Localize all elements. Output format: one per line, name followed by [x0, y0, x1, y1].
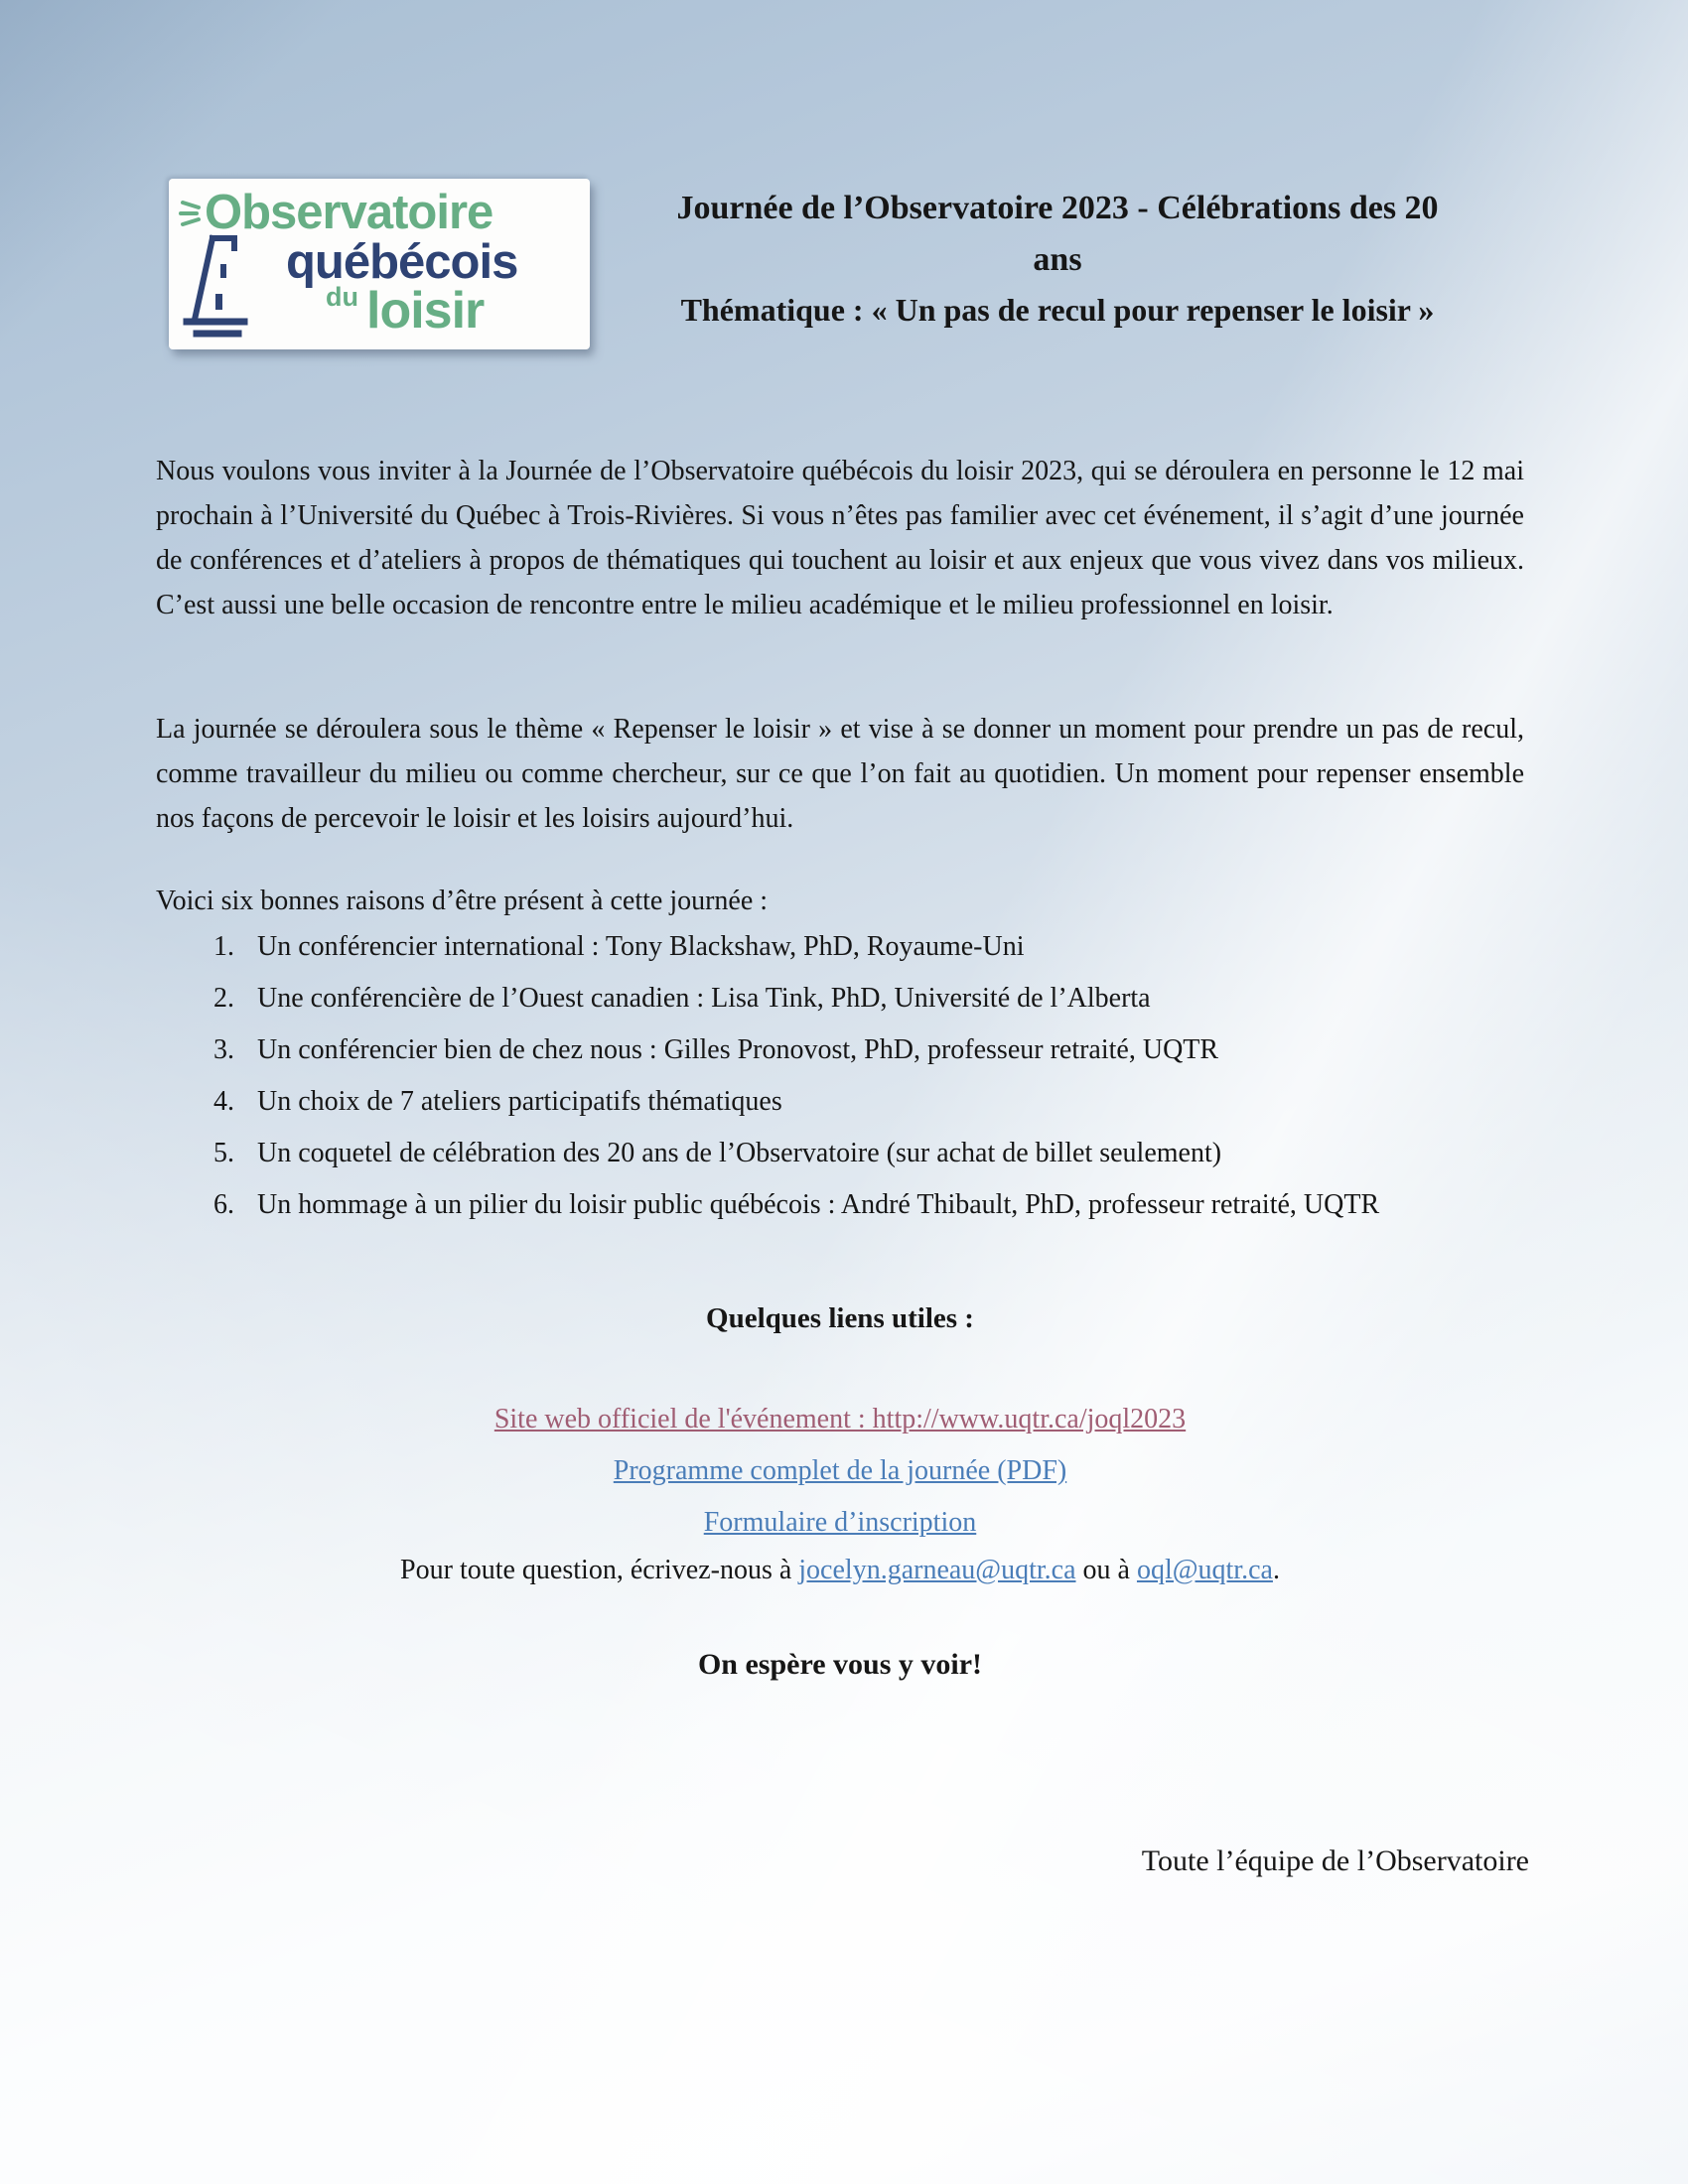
event-website-link[interactable]: Site web officiel de l'événement : http://www.uqtr.ca/joql2023 [493, 1404, 1187, 1434]
list-item: Un coquetel de célébration des 20 ans de l’Observatoire (sur achat de billet seulement) [257, 1138, 1222, 1168]
contact-line [156, 1555, 1524, 1586]
sparkle-icon [179, 197, 205, 235]
logo-word-quebecois: québécois [286, 235, 518, 289]
contact-prefix: Pour toute question, écrivez-nous à [400, 1555, 799, 1585]
list-item: Un choix de 7 ateliers participatifs thématiques [257, 1086, 782, 1117]
logo-word-du-loisir [326, 281, 484, 341]
links-section-header: Quelques liens utiles : [706, 1302, 974, 1334]
registration-form-link[interactable]: Formulaire d’inscription [703, 1507, 977, 1538]
document-subtitle: Thématique : « Un pas de recul pour repenser le loisir » [680, 292, 1435, 328]
document-title [556, 183, 1559, 334]
program-pdf-link[interactable]: Programme complet de la journée (PDF) [613, 1455, 1067, 1486]
title-line-1: Journée de l’Observatoire 2023 - Célébrations des 20 [676, 190, 1439, 226]
telescope-icon [183, 234, 264, 344]
list-item: Un hommage à un pilier du loisir public québécois : André Thibault, PhD, professeur retraité, UQTR [257, 1189, 1380, 1220]
email-link-jocelyn[interactable]: jocelyn.garneau@uqtr.ca [798, 1555, 1076, 1585]
observatoire-logo [169, 179, 590, 349]
closing-line: On espère vous y voir! [697, 1648, 983, 1681]
contact-middle: ou à [1075, 1555, 1137, 1585]
list-item: Un conférencier bien de chez nous : Gilles Pronovost, PhD, professeur retraité, UQTR [257, 1034, 1219, 1065]
title-line-2: ans [1033, 241, 1082, 278]
theme-paragraph: La journée se déroulera sous le thème « Repenser le loisir » et vise à se donner un moment pour prendre un pas de recul, comme travailleur du milieu ou comme chercheur, sur ce que l’on fait au quotidien. Un moment pour repenser ensemble nos façons de percevoir le loisir et les loisirs aujourd’hui. [156, 714, 1524, 834]
email-link-oql[interactable]: oql@uqtr.ca [1136, 1555, 1273, 1585]
logo-word-du: du [326, 282, 358, 312]
list-item: Un conférencier international : Tony Blackshaw, PhD, Royaume-Uni [257, 931, 1025, 962]
logo-word-observatoire: Observatoire [205, 186, 493, 239]
contact-suffix: . [1272, 1555, 1280, 1585]
reasons-intro: Voici six bonnes raisons d’être présent à cette journée : [156, 886, 769, 916]
list-item: Une conférencière de l’Ouest canadien : Lisa Tink, PhD, Université de l’Alberta [257, 983, 1151, 1014]
intro-paragraph: Nous voulons vous inviter à la Journée de l’Observatoire québécois du loisir 2023, qui se déroulera en personne le 12 mai prochain à l’Université du Québec à Trois-Rivières. Si vous n’êtes pas familier avec cet événement, il s’agit d’une journée de conférences et d’ateliers à propos de thématiques qui touchent au loisir et aux enjeux que vous vivez dans vos milieux. C’est aussi une belle occasion de rencontre entre le milieu académique et le milieu professionnel en loisir. [156, 456, 1524, 620]
signature-line: Toute l’équipe de l’Observatoire [1141, 1844, 1529, 1877]
logo-word-loisir: loisir [366, 282, 485, 340]
reasons-list [156, 921, 1524, 1231]
